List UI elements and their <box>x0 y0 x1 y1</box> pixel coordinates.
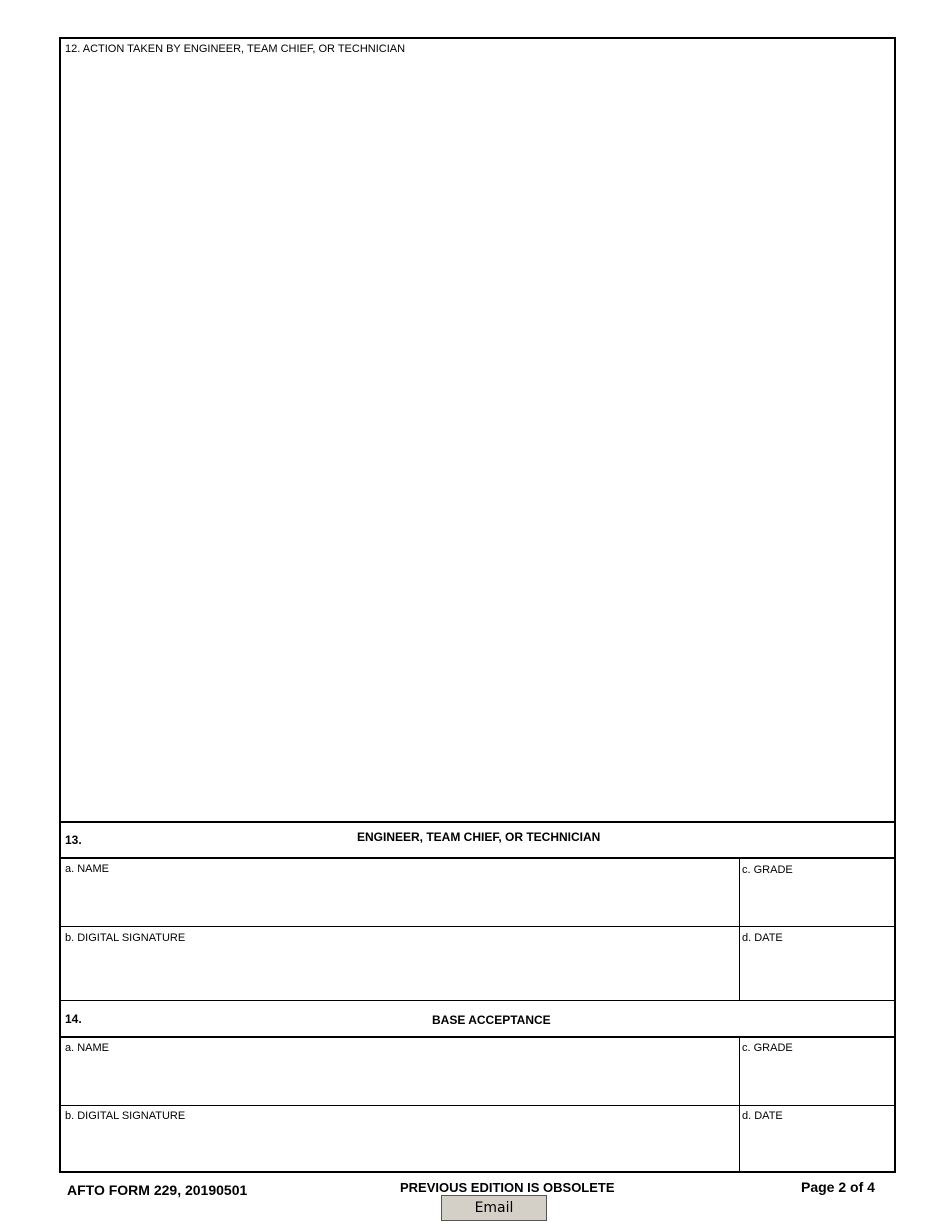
item-13-signature-field[interactable] <box>61 946 738 999</box>
item-13-name-label: a. NAME <box>65 863 110 875</box>
divider-item-14-top <box>59 1000 896 1001</box>
item-14-title: BASE ACCEPTANCE <box>432 1013 551 1027</box>
divider-item-13-header <box>59 857 896 859</box>
item-13-name-input[interactable] <box>61 876 738 925</box>
item-13-date-field[interactable] <box>741 946 894 999</box>
form-identifier: AFTO FORM 229, 20190501 <box>67 1182 248 1198</box>
item-14-grade-input[interactable] <box>741 1056 894 1104</box>
divider-item-14-column <box>739 1037 740 1173</box>
item-13-grade-field[interactable] <box>741 877 894 925</box>
item-13-grade-label: c. GRADE <box>742 864 793 876</box>
divider-item-13-rows <box>59 926 896 927</box>
item-13-grade-input[interactable] <box>741 877 894 925</box>
item-14-signature-label: b. DIGITAL SIGNATURE <box>65 1110 186 1122</box>
action-taken-field[interactable] <box>61 58 894 820</box>
item-14-name-field[interactable] <box>61 1055 738 1104</box>
divider-item-13-top <box>59 821 896 823</box>
item-14-name-label: a. NAME <box>65 1042 110 1054</box>
item-14-number: 14. <box>65 1012 82 1026</box>
item-13-date-label: d. DATE <box>742 932 783 944</box>
page-number: Page 2 of 4 <box>801 1179 875 1195</box>
divider-item-14-header <box>59 1036 896 1038</box>
item-14-date-label: d. DATE <box>742 1110 783 1122</box>
edition-note: PREVIOUS EDITION IS OBSOLETE <box>400 1180 615 1195</box>
item-14-date-input[interactable] <box>741 1124 894 1171</box>
item-13-title: ENGINEER, TEAM CHIEF, OR TECHNICIAN <box>357 830 601 844</box>
item-12-label: 12. ACTION TAKEN BY ENGINEER, TEAM CHIEF, OR TECHNICIAN <box>65 43 406 55</box>
item-14-grade-label: c. GRADE <box>742 1042 793 1054</box>
item-13-date-input[interactable] <box>741 946 894 999</box>
divider-item-13-column <box>739 858 740 1000</box>
divider-item-14-rows <box>59 1105 896 1106</box>
item-14-name-input[interactable] <box>61 1055 738 1104</box>
item-13-name-field[interactable] <box>61 876 738 925</box>
action-taken-textarea[interactable] <box>61 58 894 820</box>
item-13-signature-label: b. DIGITAL SIGNATURE <box>65 932 186 944</box>
item-14-signature-field[interactable] <box>61 1124 738 1171</box>
item-13-number: 13. <box>65 833 82 847</box>
item-14-date-field[interactable] <box>741 1124 894 1171</box>
item-14-grade-field[interactable] <box>741 1056 894 1104</box>
email-button[interactable]: Email <box>441 1195 547 1221</box>
